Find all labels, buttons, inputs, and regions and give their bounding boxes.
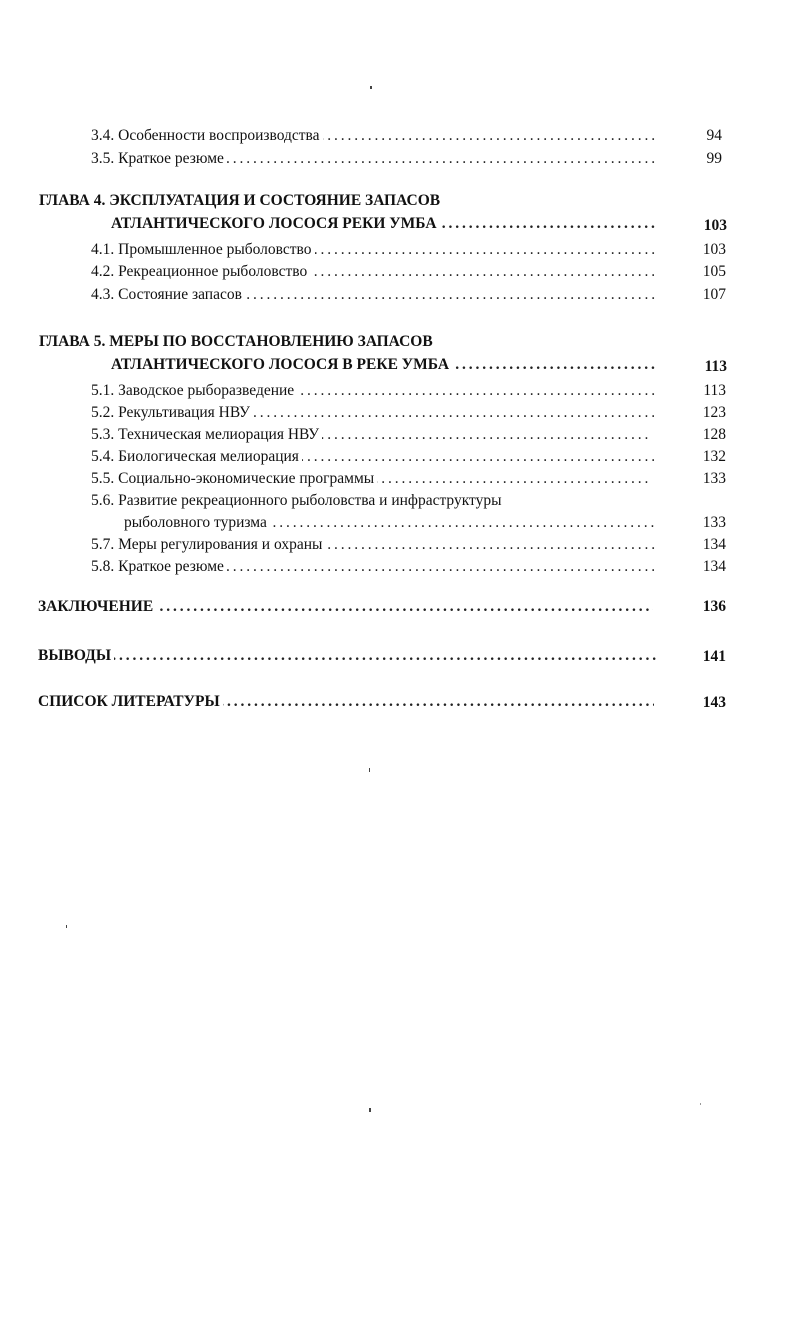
chapter-page-number: 103	[703, 217, 727, 234]
toc-entry	[91, 534, 659, 556]
toc-entry-number: 4.3.	[91, 286, 115, 303]
toc-entry	[91, 468, 651, 490]
toc-page-number: 107	[702, 286, 726, 303]
toc-entry-conclusion	[38, 596, 653, 618]
toc-page-number: 132	[702, 448, 726, 465]
toc-page-number: 136	[702, 598, 726, 615]
toc-page-number: 134	[702, 558, 726, 575]
toc-entry-title: Промышленное рыболовство	[118, 241, 312, 258]
scan-speck	[369, 1108, 371, 1112]
toc-entry-title: ВЫВОДЫ	[38, 647, 114, 664]
toc-entry-number: 5.7.	[91, 536, 115, 553]
toc-entry-number: 5.8.	[91, 558, 115, 575]
toc-entry	[91, 239, 659, 261]
toc-entry-title: СПИСОК ЛИТЕРАТУРЫ	[38, 693, 223, 710]
toc-entry	[91, 446, 654, 468]
chapter-heading-line	[111, 213, 656, 235]
toc-entry	[91, 261, 654, 283]
toc-entry-first-line	[91, 490, 651, 512]
toc-entry-title: Краткое резюме	[118, 150, 224, 167]
toc-page-number: 113	[703, 382, 726, 399]
toc-page-number: 94	[706, 127, 722, 144]
toc-page-number: 133	[702, 470, 726, 487]
toc-entry-number: 4.2.	[91, 263, 115, 280]
toc-entry	[91, 284, 659, 306]
scan-speck	[700, 1103, 701, 1105]
toc-entry-number: 5.2.	[91, 404, 115, 421]
chapter-page-number: 113	[704, 358, 727, 375]
toc-entry-title: Краткое резюме	[118, 558, 224, 575]
toc-page-number: 105	[702, 263, 726, 280]
toc-entry-title: Рекреационное рыболовство	[118, 263, 308, 280]
toc-entry-title: Социально-экономические программы	[118, 470, 375, 487]
toc-entry-number: 5.3.	[91, 426, 115, 443]
toc-entry-number: 5.1.	[91, 382, 115, 399]
toc-entry-title: Состояние запасов	[118, 286, 242, 303]
toc-entry	[91, 125, 659, 147]
toc-entry-number: 4.1.	[91, 241, 115, 258]
toc-entry-title: Особенности воспроизводства	[118, 127, 320, 144]
toc-entry-title: ЗАКЛЮЧЕНИЕ	[38, 598, 156, 615]
toc-entry-references	[38, 691, 654, 713]
toc-entry	[91, 380, 657, 402]
chapter-title: АТЛАНТИЧЕСКОГО ЛОСОСЯ РЕКИ УМБА	[111, 215, 440, 232]
toc-entry	[91, 424, 652, 446]
dot-leader	[38, 645, 658, 667]
chapter-heading: ГЛАВА 5. МЕРЫ ПО ВОССТАНОВЛЕНИЮ ЗАПАСОВ	[39, 333, 433, 350]
toc-page-number: 133	[702, 514, 726, 531]
toc-page-number: 103	[702, 241, 726, 258]
toc-entry	[124, 512, 657, 534]
scan-speck	[370, 86, 372, 89]
toc-page-number: 128	[702, 426, 726, 443]
toc-entry-title: Заводское рыборазведение	[118, 382, 295, 399]
toc-entry-number: 5.4.	[91, 448, 115, 465]
toc-page-number: 123	[702, 404, 726, 421]
toc-entry-title: Меры регулирования и охраны	[118, 536, 323, 553]
toc-entry-title-continued: рыболовного туризма	[124, 514, 270, 531]
toc-entry-title: Развитие рекреационного рыболовства и инфраструктуры	[118, 492, 502, 509]
toc-entry-findings	[38, 645, 658, 667]
toc-entry-number: 3.5.	[91, 150, 115, 167]
scan-speck	[66, 925, 67, 928]
chapter-heading-line	[111, 354, 658, 376]
toc-entry-number: 5.5.	[91, 470, 115, 487]
scan-speck	[369, 768, 370, 772]
toc-entry	[91, 148, 659, 170]
toc-page-number: 134	[702, 536, 726, 553]
chapter-title: АТЛАНТИЧЕСКОГО ЛОСОСЯ В РЕКЕ УМБА	[111, 356, 452, 373]
toc-entry	[91, 402, 654, 424]
toc-entry-title: Рекультивация НВУ	[118, 404, 250, 421]
toc-page-number: 99	[706, 150, 722, 167]
toc-page-number: 141	[702, 648, 726, 665]
toc-entry-number: 3.4.	[91, 127, 115, 144]
toc-entry	[91, 556, 654, 578]
toc-entry-title: Техническая мелиорация НВУ	[118, 426, 320, 443]
chapter-heading: ГЛАВА 4. ЭКСПЛУАТАЦИЯ И СОСТОЯНИЕ ЗАПАСОВ	[39, 192, 441, 209]
toc-page-number: 143	[702, 694, 726, 711]
toc-entry-title: Биологическая мелиорация	[118, 448, 299, 465]
toc-entry-number: 5.6.	[91, 492, 115, 509]
